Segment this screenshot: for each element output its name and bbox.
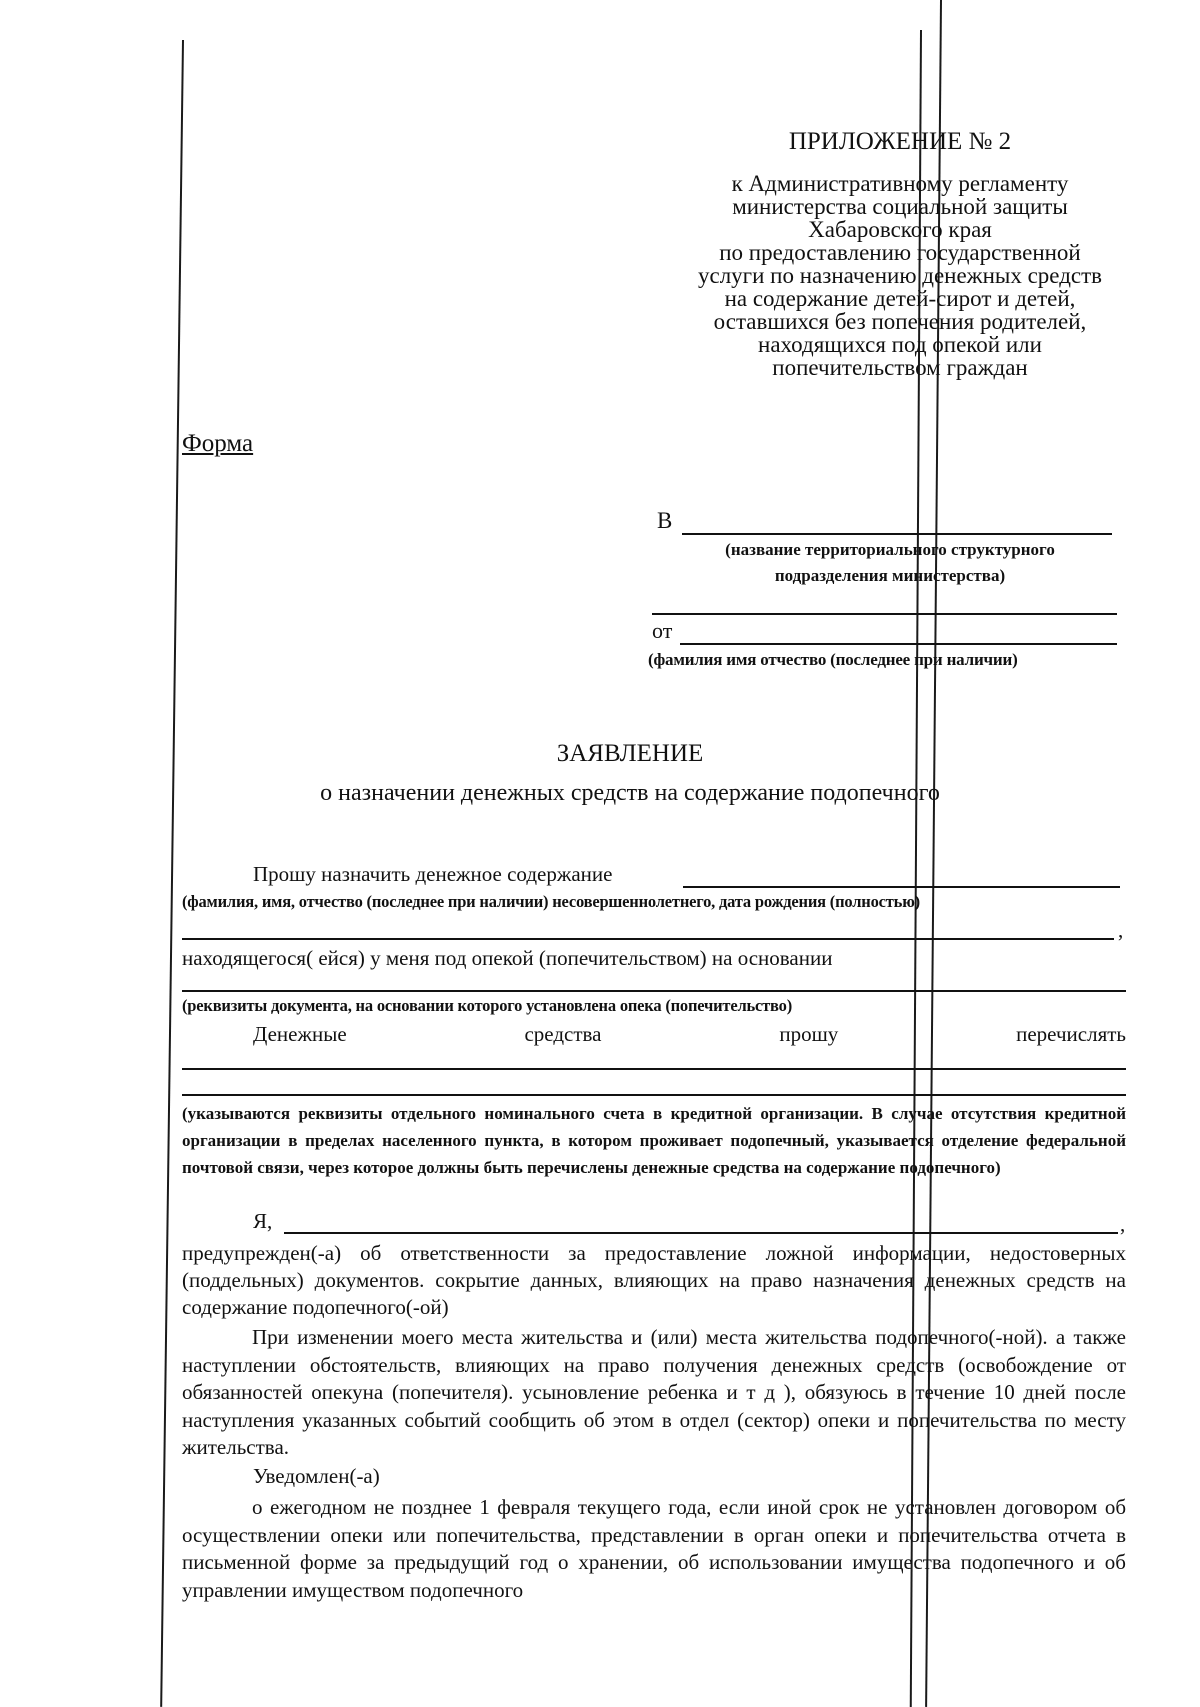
appendix-line: оставшихся без попечения родителей, bbox=[713, 309, 1087, 334]
request-line: Прошу назначить денежное содержание bbox=[253, 862, 613, 886]
warned-paragraph: предупрежден(-а) об ответственности за предоставление ложной информации, недостоверных (поддельных) документов. сокрытие данных, влияющих на право назначения денежных средств на содержание подопечного(-ой) bbox=[182, 1241, 1126, 1319]
appendix-line: услуги по назначению денежных средств bbox=[697, 263, 1103, 288]
from-hint: (фамилия имя отчество (последнее при наличии) bbox=[648, 650, 1018, 669]
i-prefix: Я, bbox=[253, 1209, 273, 1233]
to-field[interactable] bbox=[682, 533, 1112, 535]
minor-name-field[interactable] bbox=[683, 886, 1120, 888]
to-field-extra[interactable] bbox=[652, 613, 1117, 615]
account-field-1[interactable] bbox=[182, 1068, 1126, 1070]
appendix-line: по предоставлению государственной bbox=[719, 240, 1081, 265]
appendix-line: Хабаровского края bbox=[808, 217, 992, 242]
change-paragraph: При изменении моего места жительства и (или) места жительства подопечного(-ной). а также наступлении обстоятельств, влияющих на право получения денежных средств (освобождение от обязанностей опекуна (попечителя). усыновление ребенка и т д ), обязуюсь в течение 10 дней после наступления указанных событий сообщить об этом в отдел (сектор) опеки и попечительства по месту жительства. bbox=[182, 1325, 1126, 1459]
comma: , bbox=[1118, 918, 1124, 942]
transfer-line bbox=[253, 1022, 1126, 1047]
transfer-word: перечислять bbox=[1016, 1022, 1126, 1046]
form-label: Форма bbox=[182, 430, 254, 457]
account-hint: (указываются реквизиты отдельного номинального счета в кредитной организации. В случае отсутствия кредитной организации в пределах населенного пункта, в котором проживает подопечный, указывается отделение федеральной почтовой связи, через которое должны быть перечислены денежные средства на содержание подопечного) bbox=[182, 1104, 1126, 1177]
minor-name-field-2[interactable] bbox=[182, 938, 1114, 940]
account-field-2[interactable] bbox=[182, 1094, 1126, 1096]
appendix-line: к Административному регламенту bbox=[731, 171, 1069, 196]
annual-paragraph: о ежегодном не позднее 1 февраля текущего года, если иной срок не установлен договором об осуществлении опеки или попечительства, представлении в орган опеки и попечительства отчета в письменной форме за предыдущий год о хранении, об использовании имущества подопечного и об управлении имуществом подопечного bbox=[182, 1495, 1126, 1602]
appendix-line: находящихся под опекой или bbox=[758, 332, 1042, 357]
request-hint: (фамилия, имя, отчество (последнее при наличии) несовершеннолетнего, дата рождения (полностью) bbox=[182, 892, 920, 911]
to-hint-1: (название территориального структурного bbox=[725, 540, 1055, 559]
scan-line-left bbox=[160, 40, 184, 1707]
basis-line: находящегося( ейся) у меня под опекой (попечительством) на основании bbox=[182, 946, 833, 970]
to-hint-2: подразделения министерства) bbox=[774, 566, 1006, 585]
from-prefix: от bbox=[652, 618, 673, 643]
basis-hint: (реквизиты документа, на основании которого установлена опека (попечительство) bbox=[182, 996, 792, 1015]
appendix-line: попечительством граждан bbox=[772, 355, 1028, 380]
statement-title: ЗАЯВЛЕНИЕ bbox=[556, 740, 704, 767]
transfer-word: прошу bbox=[779, 1022, 839, 1046]
appendix-title: ПРИЛОЖЕНИЕ № 2 bbox=[788, 128, 1012, 155]
from-field[interactable] bbox=[680, 643, 1117, 645]
transfer-word: средства bbox=[524, 1022, 602, 1046]
basis-document-field[interactable] bbox=[182, 990, 1126, 992]
applicant-name-field[interactable] bbox=[284, 1232, 1118, 1234]
comma-2: , bbox=[1120, 1212, 1126, 1236]
transfer-word: Денежные bbox=[253, 1022, 347, 1046]
appendix-line: министерства социальной защиты bbox=[732, 194, 1068, 219]
appendix-line: на содержание детей-сирот и детей, bbox=[724, 286, 1076, 311]
notified-label: Уведомлен(-а) bbox=[253, 1464, 380, 1488]
statement-subtitle: о назначении денежных средств на содержание подопечного bbox=[320, 780, 940, 806]
to-prefix: В bbox=[657, 508, 673, 533]
appendix-reference bbox=[620, 172, 1180, 379]
